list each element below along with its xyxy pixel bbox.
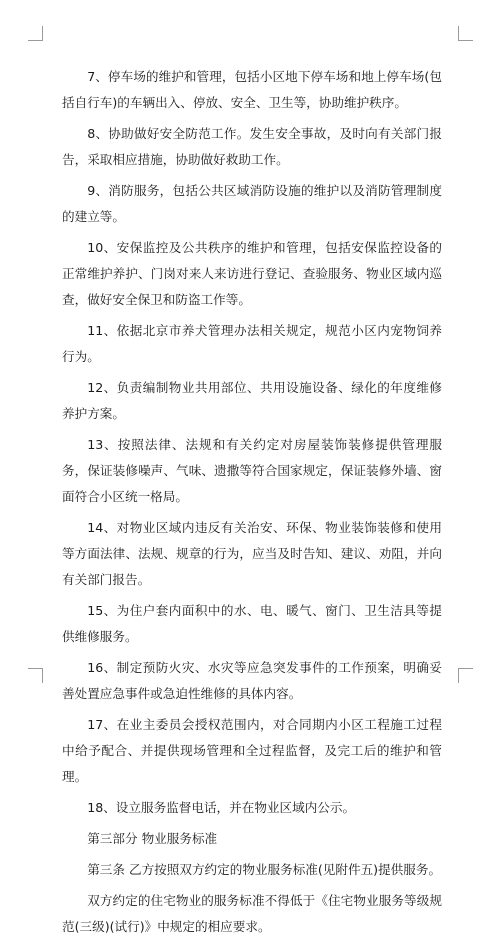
paragraph-item-7: 7、停车场的维护和管理，包括小区地下停车场和地上停车场(包括自行车)的车辆出入、停放、安全、卫生等，协助维护秩序。 <box>62 69 442 110</box>
paragraph-item-8: 8、协助做好安全防范工作。发生安全事故，及时向有关部门报告，采取相应措施，协助做好救助工作。 <box>62 126 442 167</box>
paragraph-item-11: 11、依据北京市养犬管理办法相关规定，规范小区内宠物饲养行为。 <box>62 323 442 364</box>
paragraph-item-15: 15、为住户套内面积中的水、电、暖气、窗门、卫生洁具等提供维修服务。 <box>62 603 442 644</box>
crop-mark-bottom-right <box>458 668 473 683</box>
paragraph-item-9: 9、消防服务，包括公共区域消防设施的维护以及消防管理制度的建立等。 <box>62 183 442 224</box>
crop-mark-top-left <box>28 26 43 41</box>
standard-requirement-paragraph: 双方约定的住宅物业的服务标准不得低于《住宅物业服务等级规范(三级)(试行)》中规定的相应要求。 <box>62 893 442 934</box>
paragraph-item-13: 13、按照法律、法规和有关约定对房屋装饰装修提供管理服务，保证装修噪声、气味、遗撒等符合国家规定，保证装修外墙、窗面符合小区统一格局。 <box>62 437 442 504</box>
paragraph-item-12: 12、负责编制物业共用部位、共用设施设备、绿化的年度维修养护方案。 <box>62 380 442 421</box>
section-heading: 第三部分 物业服务标准 <box>87 831 218 846</box>
paragraph-item-14: 14、对物业区域内违反有关治安、环保、物业装饰装修和使用等方面法律、法规、规章的行为，应当及时告知、建议、劝阻，并向有关部门报告。 <box>62 520 442 587</box>
document-page <box>62 64 442 940</box>
paragraph-item-16: 16、制定预防火灾、水灾等应急突发事件的工作预案，明确妥善处置应急事件或急迫性维修的具体内容。 <box>62 660 442 701</box>
article-three: 第三条 乙方按照双方约定的物业服务标准(见附件五)提供服务。 <box>87 862 442 877</box>
paragraph-item-18: 18、设立服务监督电话，并在物业区域内公示。 <box>87 800 356 815</box>
paragraph-item-17: 17、在业主委员会授权范围内，对合同期内小区工程施工过程中给予配合、并提供现场管理和全过程监督，及完工后的维护和管理。 <box>62 717 442 784</box>
paragraph-item-10: 10、安保监控及公共秩序的维护和管理，包括安保监控设备的正常维护养护、门岗对来人来访进行登记、查验服务、物业区域内巡查，做好安全保卫和防盗工作等。 <box>62 240 442 307</box>
crop-mark-top-right <box>458 26 473 41</box>
crop-mark-bottom-left <box>28 668 43 683</box>
